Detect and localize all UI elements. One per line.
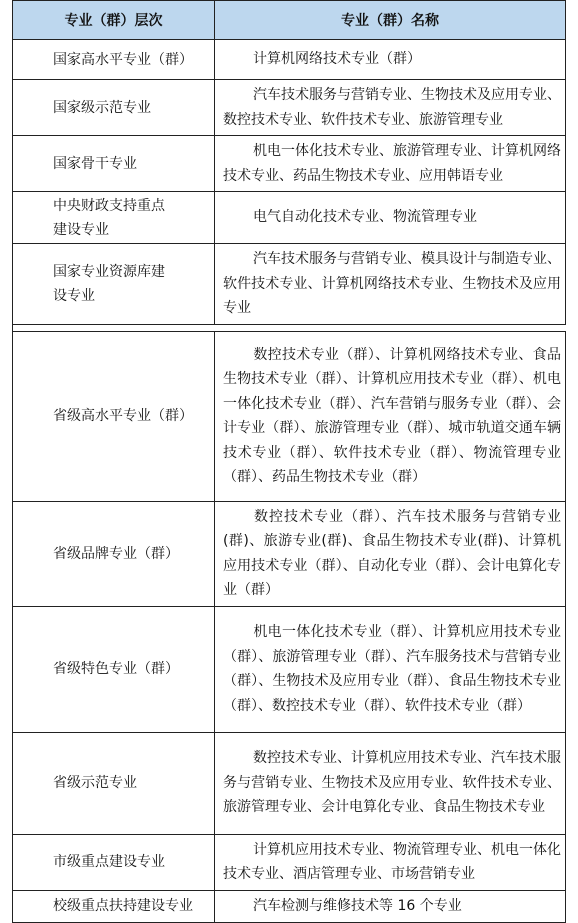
- names-cell: 数控技术专业（群）、汽车技术服务与营销专业(群)、旅游专业(群)、食品生物技术专业(群)、计算机应用技术专业（群）、自动化专业（群）、会计电算化专业（群）: [215, 501, 566, 606]
- level-cell: 国家专业资源库建设专业: [13, 244, 215, 325]
- table-row: [13, 834, 566, 890]
- level-cell: 市级重点建设专业: [13, 834, 215, 890]
- names-cell: 数控技术专业、计算机应用技术专业、汽车技术服务与营销专业、生物技术及应用专业、软件技术专业、旅游管理专业、会计电算化专业、食品生物技术专业: [215, 732, 566, 834]
- names-cell: 机电一体化技术专业（群）、计算机应用技术专业（群）、旅游管理专业（群）、汽车服务技术与营销专业（群）、生物技术及应用专业（群）、食品生物技术专业（群）、数控技术专业（群）、软件技术专业（群）: [215, 606, 566, 732]
- level-cell: 国家骨干专业: [13, 136, 215, 192]
- names-cell: 汽车检测与维修技术等 16 个专业: [215, 890, 566, 922]
- names-cell: 电气自动化技术专业、物流管理专业: [215, 192, 566, 244]
- header-names: 专业（群）名称: [215, 1, 566, 40]
- table-row: [13, 331, 566, 501]
- table-row: [13, 890, 566, 922]
- level-cell: 省级特色专业（群）: [13, 606, 215, 732]
- majors-table: [12, 0, 566, 923]
- level-cell: 校级重点扶持建设专业: [13, 890, 215, 922]
- level-cell: 国家高水平专业（群）: [13, 40, 215, 80]
- level-cell: 国家级示范专业: [13, 80, 215, 136]
- names-cell: 机电一体化技术专业、旅游管理专业、计算机网络技术专业、药品生物技术专业、应用韩语专业: [215, 136, 566, 192]
- names-cell: 数控技术专业（群）、计算机网络技术专业、食品生物技术专业（群）、计算机应用技术专业（群）、机电一体化技术专业（群）、汽车营销与服务专业（群）、会计专业（群）、旅游管理专业（群）、城市轨道交通车辆技术专业（群）、软件技术专业（群）、物流管理专业（群）、药品生物技术专业（群）: [215, 331, 566, 501]
- header-level: 专业（群）层次: [13, 1, 215, 40]
- table-row: [13, 244, 566, 325]
- names-cell: 汽车技术服务与营销专业、生物技术及应用专业、数控技术专业、软件技术专业、旅游管理专业: [215, 80, 566, 136]
- table-gap: [13, 324, 566, 331]
- table-row: [13, 501, 566, 606]
- table-row: [13, 606, 566, 732]
- table-row: [13, 732, 566, 834]
- names-cell: 计算机网络技术专业（群）: [215, 40, 566, 80]
- level-cell: 中央财政支持重点建设专业: [13, 192, 215, 244]
- level-cell: 省级高水平专业（群）: [13, 331, 215, 501]
- level-cell: 省级品牌专业（群）: [13, 501, 215, 606]
- table-row: [13, 136, 566, 192]
- table-row: [13, 40, 566, 80]
- table-row: [13, 80, 566, 136]
- level-cell: 省级示范专业: [13, 732, 215, 834]
- names-cell: 汽车技术服务与营销专业、模具设计与制造专业、软件技术专业、计算机网络技术专业、生物技术及应用专业: [215, 244, 566, 325]
- names-cell: 计算机应用技术专业、物流管理专业、机电一体化技术专业、酒店管理专业、市场营销专业: [215, 834, 566, 890]
- header-row: [13, 1, 566, 40]
- table-row: [13, 192, 566, 244]
